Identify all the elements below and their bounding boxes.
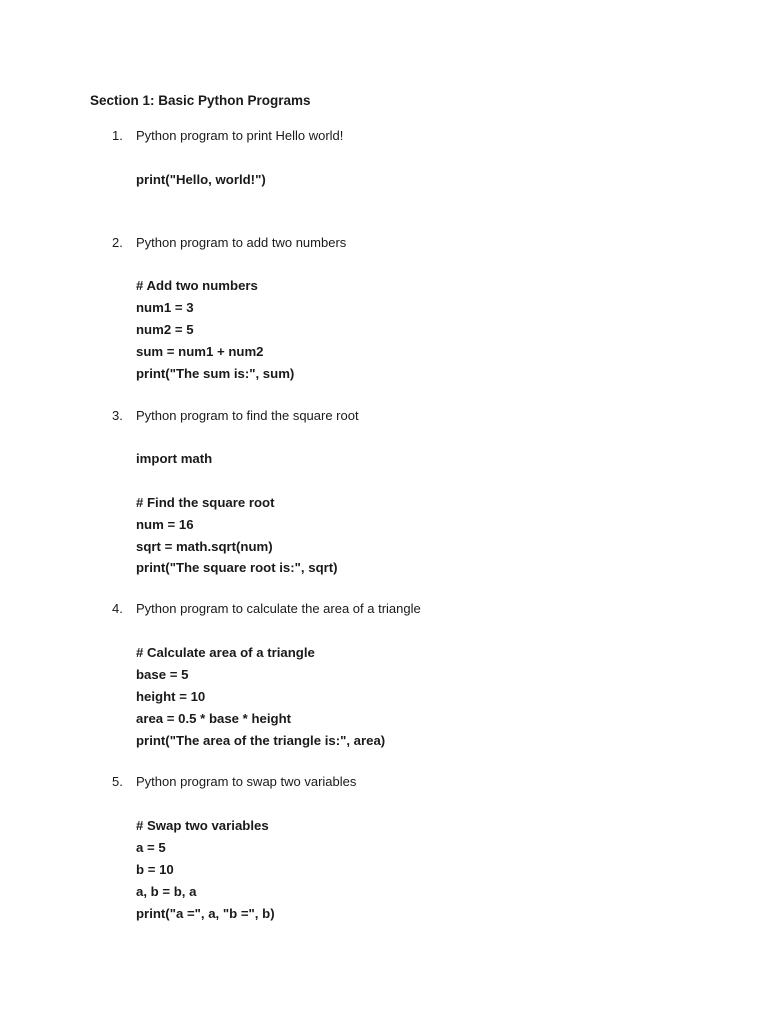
code-line: print("Hello, world!") [136, 172, 266, 187]
code-block [136, 275, 294, 384]
code-line: # Find the square root [136, 494, 275, 510]
item-number: 3. [112, 408, 123, 423]
item-number: 2. [112, 235, 123, 250]
code-line [136, 470, 338, 492]
code-line: print("The sum is:", sum) [136, 365, 295, 381]
code-line: area = 0.5 * base * height [136, 710, 292, 726]
code-line: # Add two numbers [136, 278, 258, 293]
item-title: Python program to add two numbers [136, 235, 347, 250]
code-line: # Swap two variables [136, 818, 269, 833]
code-block [136, 642, 385, 751]
code-line: # Calculate area of a triangle [136, 645, 315, 660]
code-line: print("a =", a, "b =", b) [136, 905, 275, 921]
code-line: sqrt = math.sqrt(num) [136, 538, 273, 554]
code-line: num = 16 [136, 516, 194, 532]
code-line: b = 10 [136, 861, 174, 877]
code-block [136, 448, 338, 579]
item-number: 5. [112, 774, 123, 789]
code-line: print("The square root is:", sqrt) [136, 560, 338, 576]
code-line: height = 10 [136, 688, 206, 704]
code-line: import math [136, 451, 213, 466]
item-title: Python program to print Hello world! [136, 128, 344, 143]
item-title: Python program to find the square root [136, 408, 359, 423]
code-block [136, 169, 266, 191]
code-line: sum = num1 + num2 [136, 343, 264, 359]
item-title: Python program to calculate the area of a triangle [136, 601, 421, 616]
code-line: a = 5 [136, 839, 166, 855]
code-line: base = 5 [136, 666, 189, 682]
code-line: num2 = 5 [136, 321, 194, 337]
item-number: 1. [112, 128, 123, 143]
item-title: Python program to swap two variables [136, 774, 357, 789]
section-title: Section 1: Basic Python Programs [90, 93, 311, 108]
code-block [136, 815, 275, 924]
item-number: 4. [112, 601, 123, 616]
code-line: a, b = b, a [136, 883, 197, 899]
code-line: print("The area of the triangle is:", area) [136, 732, 386, 748]
code-line: num1 = 3 [136, 299, 194, 315]
